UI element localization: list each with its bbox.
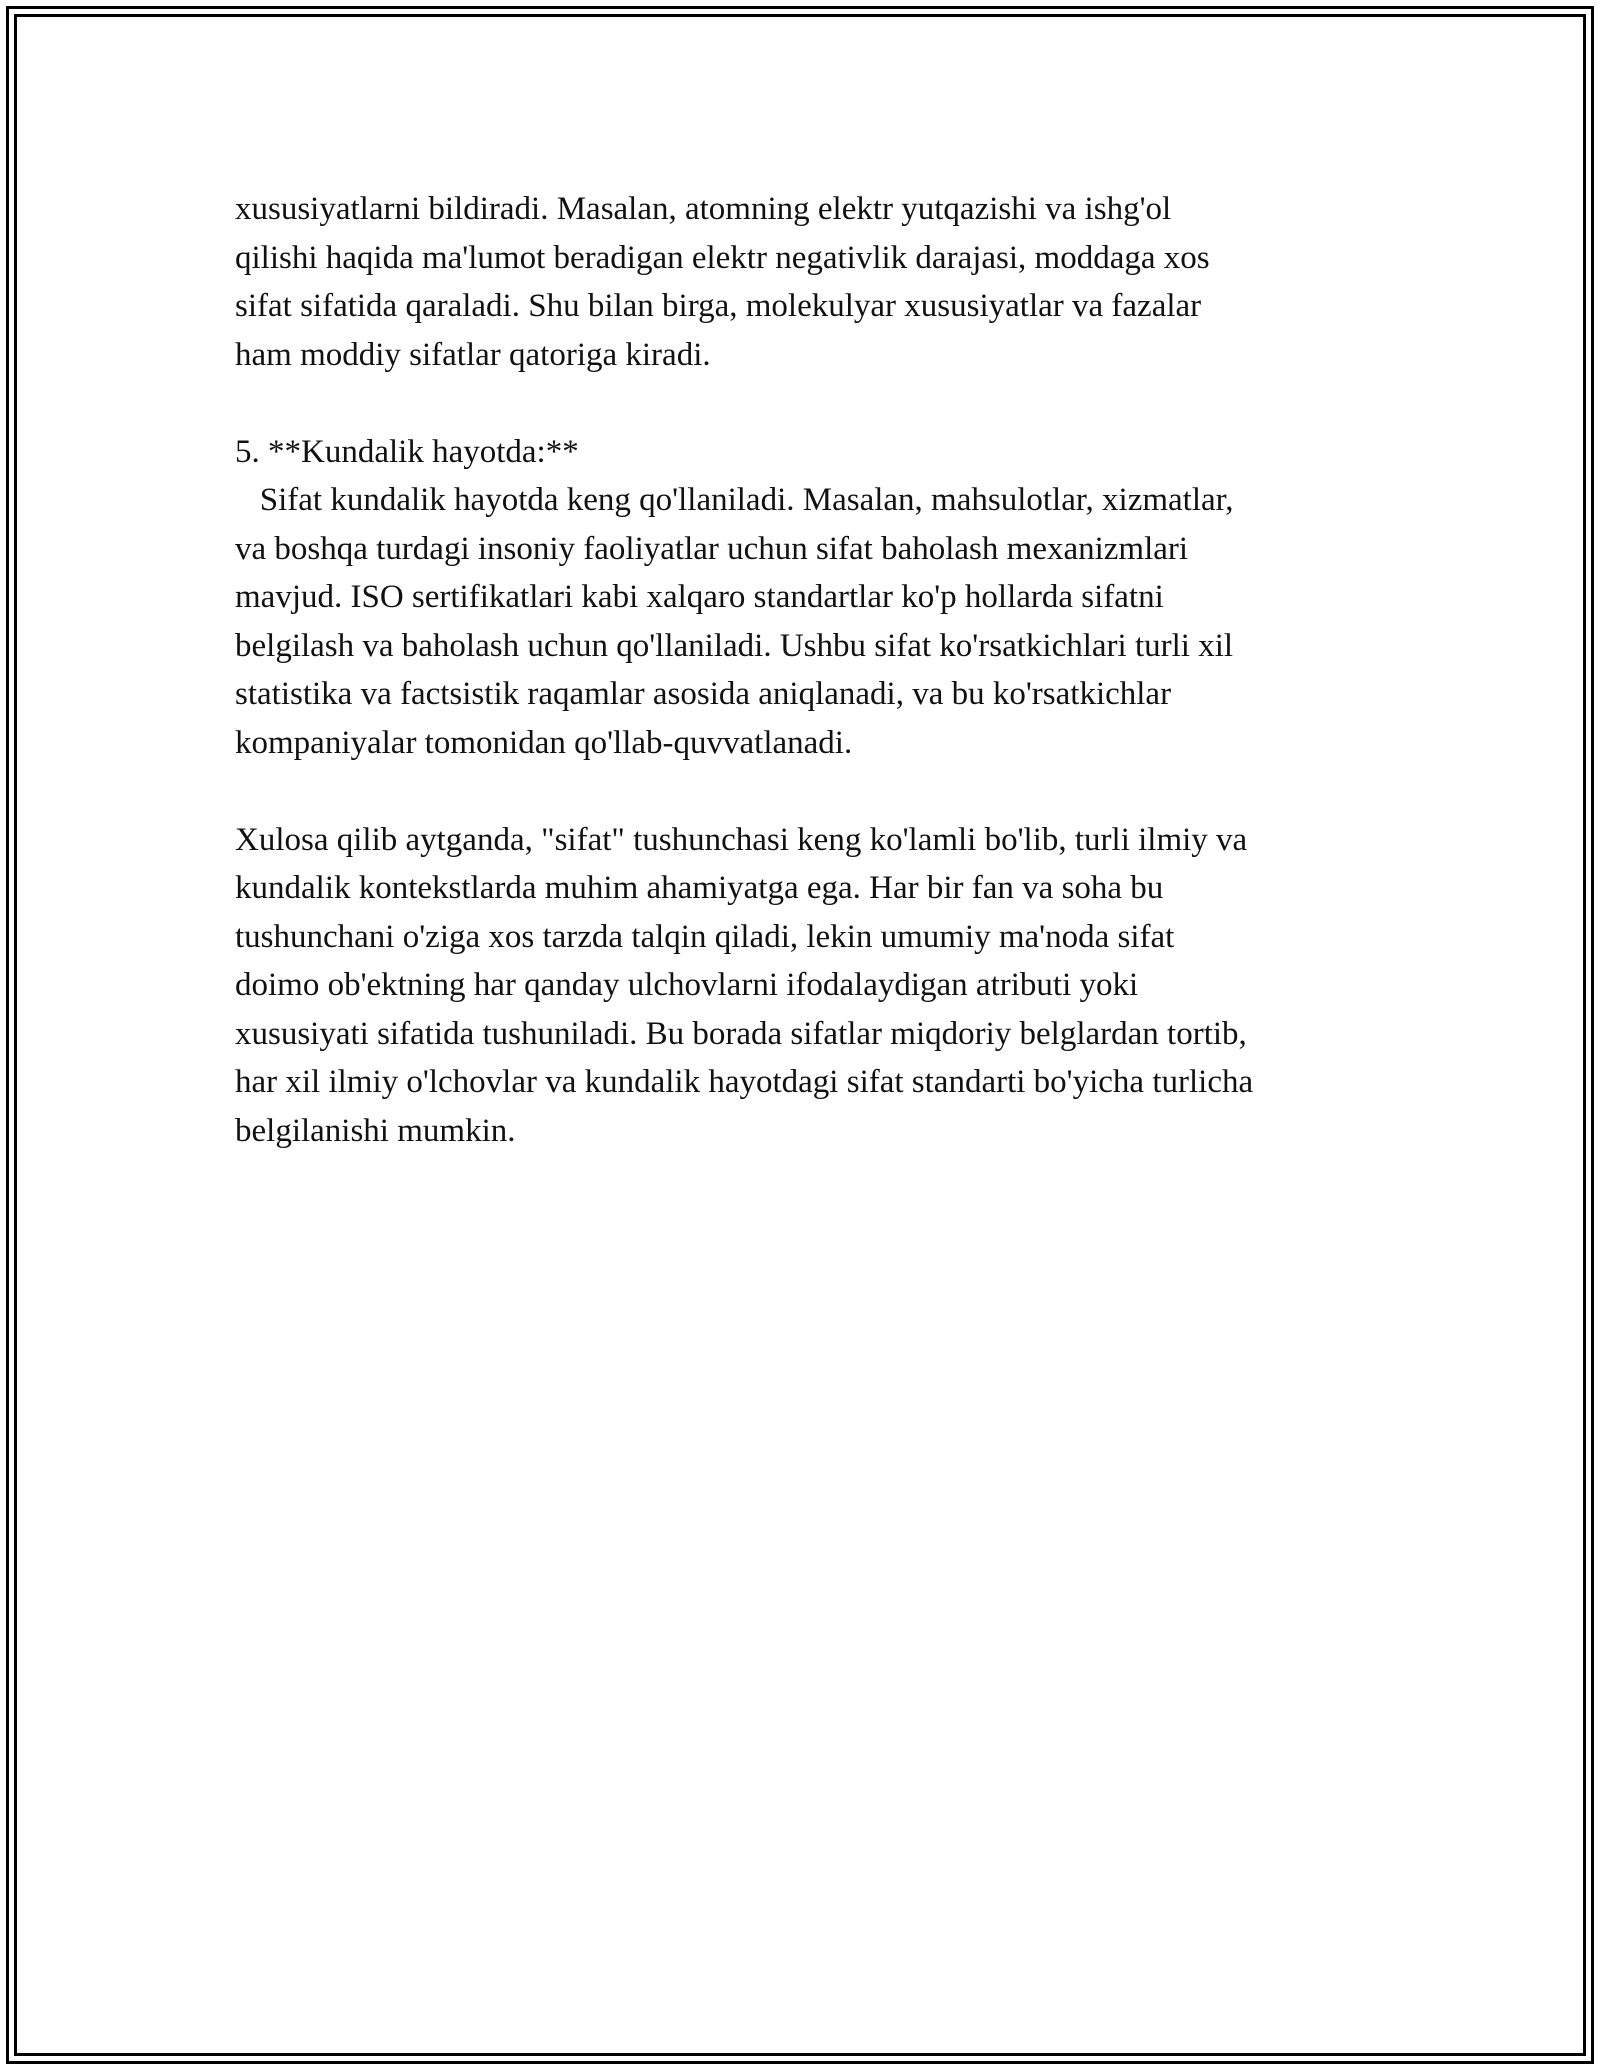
text-line: belgilanishi mumkin. — [235, 1112, 516, 1149]
text-line: har xil ilmiy o'lchovlar va kundalik hayotdagi sifat standarti bo'yicha turlicha — [235, 1064, 1254, 1100]
paragraph-daily-life — [235, 476, 1405, 767]
text-line: mavjud. ISO sertifikatlari kabi xalqaro standartlar ko'p hollarda sifatni — [235, 579, 1164, 615]
paragraph-gap — [235, 767, 1405, 816]
section-heading: 5. **Kundalik hayotda:** — [235, 433, 579, 470]
text-line: ham moddiy sifatlar qatoriga kiradi. — [235, 336, 711, 373]
text-line: statistika va factsistik raqamlar asosida aniqlanadi, va bu ko'rsatkichlar — [235, 676, 1172, 712]
document-body — [235, 185, 1405, 1155]
text-line: qilishi haqida ma'lumot beradigan elektr negativlik darajasi, moddaga xos — [235, 239, 1210, 276]
text-line: kundalik kontekstlarda muhim ahamiyatga ega. Har bir fan va soha bu — [235, 870, 1164, 906]
text-line: Sifat kundalik hayotda keng qo'llaniladi. Masalan, mahsulotlar, xizmatlar, — [235, 482, 1234, 518]
text-line: doimo ob'ektning har qanday ulchovlarni ifodalaydigan atributi yoki — [235, 967, 1139, 1003]
text-line: sifat sifatida qaraladi. Shu bilan birga, molekulyar xususiyatlar va fazalar — [235, 288, 1202, 324]
text-line: kompaniyalar tomonidan qo'llab-quvvatlanadi. — [235, 724, 853, 761]
text-line: va boshqa turdagi insoniy faoliyatlar uchun sifat baholash mexanizmlari — [235, 530, 1189, 567]
text-line: xususiyati sifatida tushuniladi. Bu borada sifatlar miqdoriy belglardan tortib, — [235, 1015, 1247, 1052]
paragraph-conclusion — [235, 816, 1405, 1156]
text-line: tushunchani o'ziga xos tarzda talqin qiladi, lekin umumiy ma'noda sifat — [235, 918, 1175, 955]
text-line: belgilash va baholash uchun qo'llaniladi. Ushbu sifat ko'rsatkichlari turli xil — [235, 627, 1234, 664]
text-line: Xulosa qilib aytganda, "sifat" tushunchasi keng ko'lamli bo'lib, turli ilmiy va — [235, 821, 1248, 858]
text-line: xususiyatlarni bildiradi. Masalan, atomning elektr yutqazishi va ishg'ol — [235, 191, 1172, 227]
paragraph-properties — [235, 185, 1405, 379]
paragraph-gap — [235, 379, 1405, 428]
